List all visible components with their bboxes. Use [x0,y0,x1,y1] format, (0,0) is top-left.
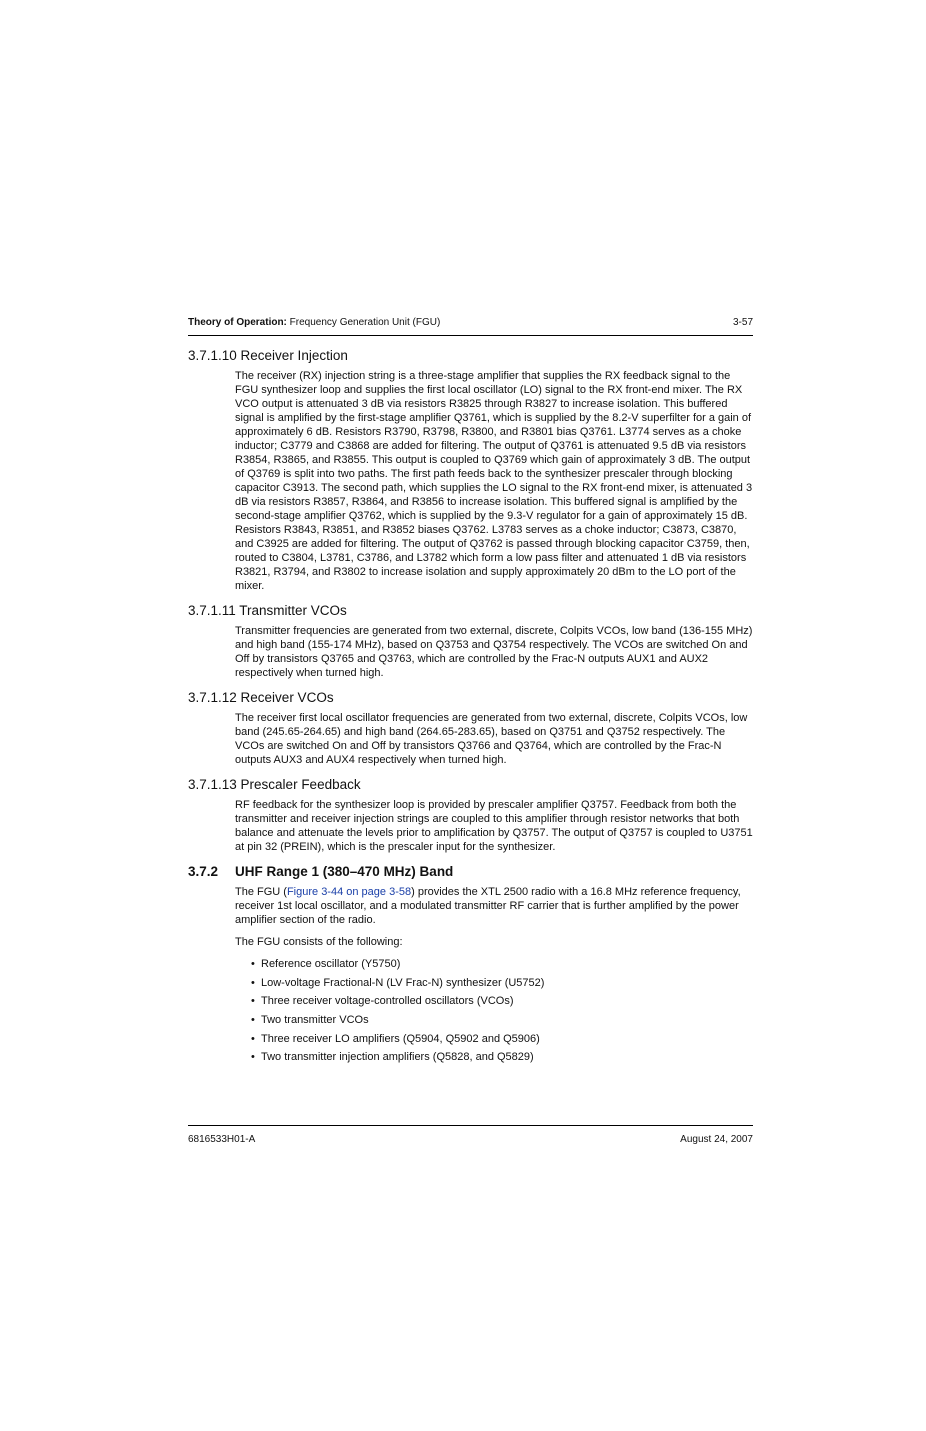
heading-receiver-injection: 3.7.1.10 Receiver Injection [188,348,348,363]
heading-uhf-title: UHF Range 1 (380–470 MHz) Band [235,864,454,879]
heading-uhf-range [188,862,753,882]
document-date: August 24, 2007 [680,1134,753,1145]
page-number: 3-57 [732,317,753,328]
paragraph-receiver-vcos: The receiver first local oscillator frequencies are generated from two external, discrete, Colpits VCOs, low band (245.65-264.65) and high band (264.65-283.65), based on Q3751 and Q3752 respectively. The VCOs are switched On and Off by transistors Q3766 and Q3764, which are controlled by the Frac-N outputs AUX3 and AUX4 respectively when turned high. [235,712,748,766]
list-item: • Low-voltage Fractional-N (LV Frac-N) synthesizer (U5752) [251,976,545,989]
bullet-icon: • [251,958,255,970]
bullet-icon: • [251,976,255,989]
list-item: • Two transmitter injection amplifiers (Q5828, and Q5829) [251,1051,534,1064]
paragraph-uhf-intro [235,885,753,927]
heading-transmitter-vcos: 3.7.1.11 Transmitter VCOs [188,603,347,618]
bullet-icon: • [251,995,255,1008]
uhf-intro-after: ) provides the XTL 2500 radio with a 16.8 MHz reference frequency, receiver 1st local oscillator, and a modulated transmitter RF carrier that is further amplified by the power amplifier section of the radio. [235,886,741,926]
figure-link[interactable]: Figure 3-44 on page 3-58 [286,886,412,898]
running-header [188,316,753,330]
header-section: Frequency Generation Unit (FGU) [286,317,441,328]
heading-receiver-vcos: 3.7.1.12 Receiver VCOs [188,690,334,705]
document-page [188,0,753,1431]
heading-prescaler-feedback: 3.7.1.13 Prescaler Feedback [188,777,361,792]
bullet-icon: • [251,1014,255,1027]
uhf-intro-before: The FGU ( [235,886,287,898]
paragraph-receiver-injection: The receiver (RX) injection string is a three-stage amplifier that supplies the RX feedback signal to the FGU synthesizer loop and supplies the first local oscillator (LO) signal to the RX front-end mixer. The RX VCO output is attenuated 3 dB via resistors R3825 through R3827 to increase isolation. This buffered signal is amplified by the first-stage amplifier Q3761, which is supplied by the 8.2-V superfilter for a gain of approximately 6 dB. Resistors R3790, R3798, R3800, and R3801 bias Q3761. L3774 serves as a choke inductor; C3779 and C3868 are added for filtering. The output of Q3761 is attenuated 9.5 dB via resistors R3854, R3865, and R3855. This output is coupled to Q3769 which gain of approximately 3 dB. The output of Q3769 is split into two paths. The first path feeds back to the synthesizer prescaler through blocking capacitor C3913. The second path, which supplies the LO signal to the RX front-end mixer, is attenuated 3 dB via resistors R3857, R3864, and R3856 to increase isolation. This buffered signal is amplified by the second-stage amplifier Q3762, which is supplied by the 9.3-V regulator for a gain of approximately 15 dB. Resistors R3843, R3851, and R3852 biases Q3762. L3783 serves as a choke inductor; C3873, C3870, and C3925 are added for filtering. The output of Q3762 is passed through blocking capacitor C3759, then, routed to C3804, L3781, C3786, and L3782 which form a low pass filter and attenuated 1 dB via resistors R3821, R3794, and R3802 to increase isolation and supply approximately 20 dBm to the LO port of the mixer. [235,370,753,592]
fgu-components-list [235,957,753,1064]
heading-uhf-number: 3.7.2 [188,864,219,879]
footer-rule [188,1125,753,1126]
header-rule [188,335,753,336]
running-footer [188,1133,753,1147]
list-item: • Three receiver LO amplifiers (Q5904, Q5902 and Q5906) [251,1032,540,1045]
list-item: • Two transmitter VCOs [251,1014,369,1027]
list-item: • Reference oscillator (Y5750) [251,958,401,970]
paragraph-fgu-consists: The FGU consists of the following: [235,936,403,948]
list-item: • Three receiver voltage-controlled oscillators (VCOs) [251,995,514,1008]
bullet-icon: • [251,1032,255,1045]
bullet-icon: • [251,1051,255,1064]
paragraph-transmitter-vcos: Transmitter frequencies are generated from two external, discrete, Colpits VCOs, low band (136-155 MHz) and high band (155-174 MHz), based on Q3753 and Q3754 respectively. The VCOs are switched On and Off by transistors Q3765 and Q3763, which are controlled by the Frac-N outputs AUX1 and AUX2 respectively when turned high. [235,625,753,679]
paragraph-prescaler-feedback: RF feedback for the synthesizer loop is provided by prescaler amplifier Q3757. Feedback from both the transmitter and receiver injection strings are coupled to this amplifier through resistor networks that both balance and attenuate the levels prior to amplification by Q3757. The output of Q3757 is coupled to U3751 at pin 32 (PREIN), which is the prescaler input for the synthesizer. [235,799,753,853]
main-content [188,346,753,1069]
document-number: 6816533H01-A [188,1134,256,1145]
header-lead: Theory of Operation: [188,317,287,328]
